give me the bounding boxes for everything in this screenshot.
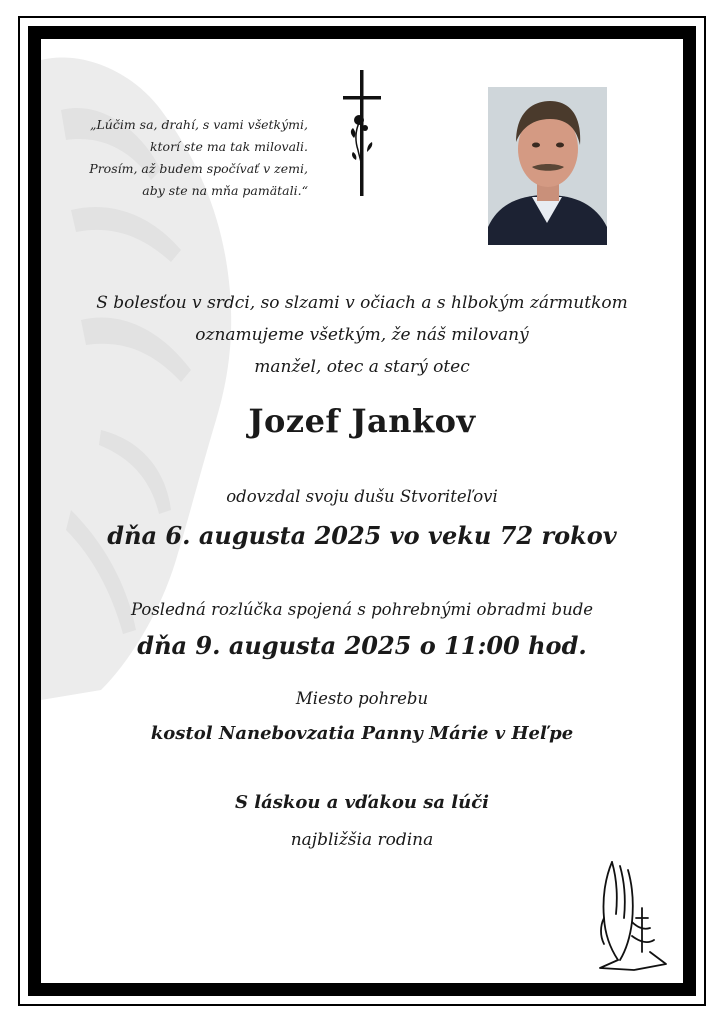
quote-line: Prosím, až budem spočívať v zemi, [89, 161, 308, 176]
quote-line: aby ste na mňa pamätali.“ [142, 183, 308, 198]
quote-line: „Lúčim sa, drahí, s vami všetkými, [90, 117, 308, 132]
intro-line: oznamujeme všetkým, že náš milovaný [195, 325, 529, 345]
cross-with-rose-icon [340, 68, 384, 198]
death-date: dňa 6. augusta 2025 vo veku 72 rokov [107, 521, 617, 550]
quote-line: ktorí ste ma tak milovali. [149, 139, 308, 154]
farewell-quote [80, 114, 308, 202]
deceased-name: Jozef Jankov [248, 402, 476, 440]
intro-line: manžel, otec a starý otec [254, 357, 470, 377]
burial-place: kostol Nanebovzatia Panny Márie v Heľpe [150, 723, 574, 744]
family-signature: najbližšia rodina [290, 830, 434, 850]
intro-line: S bolesťou v srdci, so slzami v očiach a s hlbokým zármutkom [96, 293, 628, 313]
burial-place-label: Miesto pohrebu [295, 689, 429, 708]
funeral-date: dňa 9. augusta 2025 o 11:00 hod. [137, 631, 587, 660]
announcement-intro [43, 287, 681, 383]
funeral-lead: Posledná rozlúčka spojená s pohrebnými obradmi bude [130, 600, 594, 619]
death-lead: odovzdal svoju dušu Stvoriteľovi [226, 487, 498, 506]
praying-hands-icon [594, 856, 672, 974]
farewell-line: S láskou a vďakou sa lúči [235, 792, 489, 813]
portrait-photo [488, 87, 607, 245]
